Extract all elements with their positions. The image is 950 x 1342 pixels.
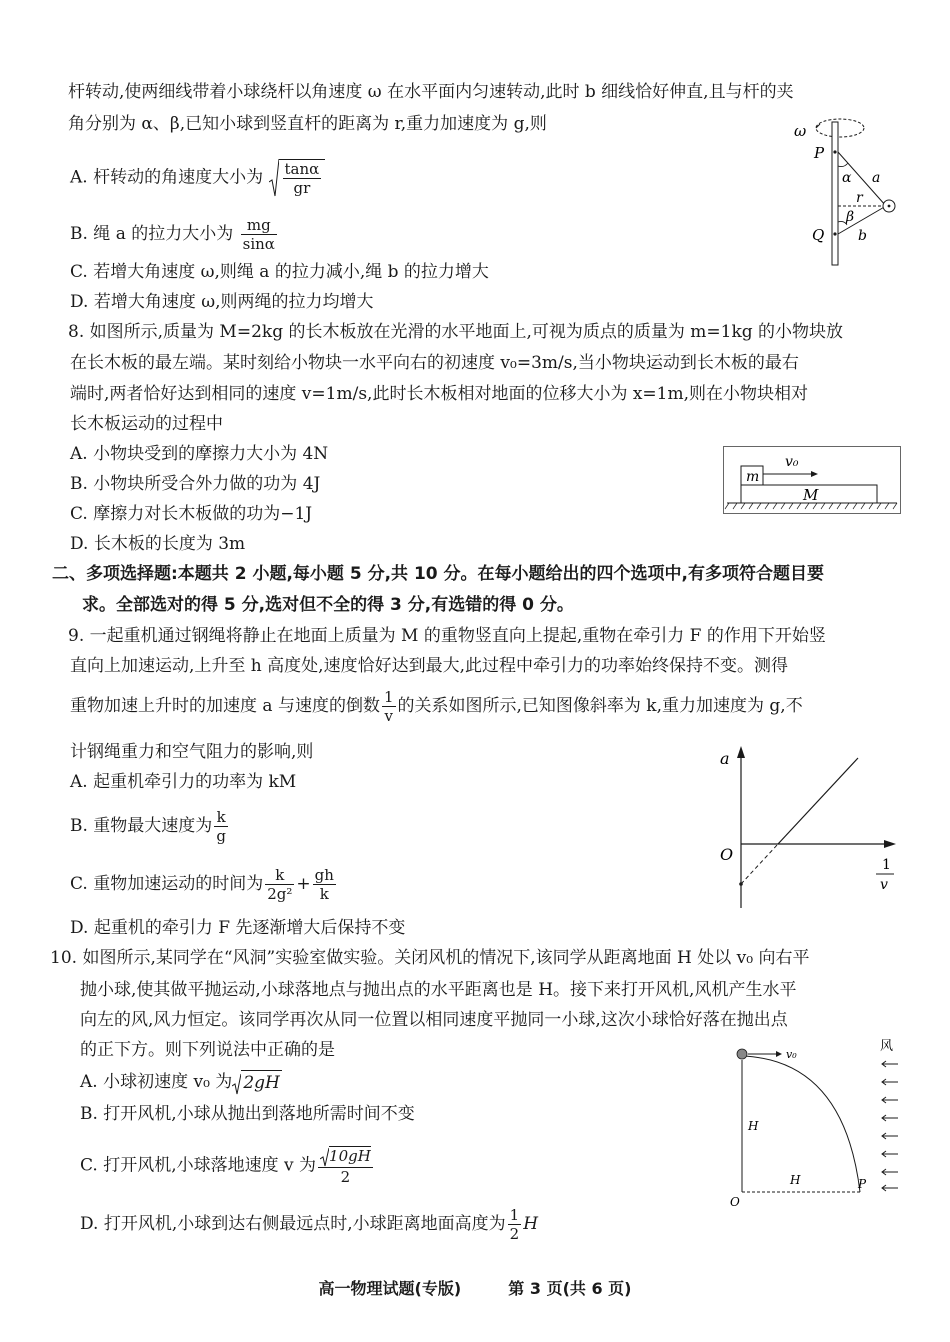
q7-option-b-num: mg	[241, 216, 277, 235]
radical-icon	[320, 1147, 329, 1167]
q7-option-b	[70, 216, 279, 253]
q9-stem-line1: 9. 一起重机通过钢绳将静止在地面上质量为 M 的重物竖直向上提起,重物在牵引力 F 的作用下开始竖	[68, 626, 826, 646]
label-omega: ω	[794, 122, 807, 140]
footer-page-number: 第 3 页(共 6 页)	[508, 1279, 632, 1298]
q10-option-d	[80, 1206, 538, 1243]
q7-option-b-den: sinα	[242, 235, 275, 253]
radical-icon	[269, 158, 279, 198]
label-origin: O	[730, 1195, 740, 1209]
q9-option-c-text: C. 重物加速运动的时间为	[70, 874, 264, 894]
q9-option-b-num: k	[214, 808, 228, 827]
q10-option-d-num: 1	[509, 1206, 520, 1224]
angle-alpha-arc	[838, 163, 848, 167]
q7-option-a-text: A. 杆转动的角速度大小为	[70, 167, 264, 188]
q7-option-a-den: gr	[293, 178, 311, 197]
label-x-den: v	[880, 877, 888, 893]
trajectory-curve	[742, 1056, 860, 1192]
label-alpha: α	[842, 170, 852, 186]
q9-option-c-num1: k	[265, 866, 294, 885]
label-q: Q	[812, 226, 825, 244]
q8-option-a: A. 小物块受到的摩擦力大小为 4N	[70, 444, 329, 464]
label-v0: v₀	[786, 1048, 797, 1061]
label-a-axis: a	[720, 749, 730, 768]
q8-stem-line1: 8. 如图所示,质量为 M=2kg 的长木板放在光滑的水平地面上,可视为质点的质量为 m=1kg 的小物块放	[68, 322, 844, 342]
radical-icon	[232, 1073, 241, 1095]
q9-option-d: D. 起重机的牵引力 F 先逐渐增大后保持不变	[70, 918, 406, 938]
label-b: b	[858, 228, 867, 244]
q9-option-c-den2: k	[319, 885, 329, 903]
q10-option-a-rad: 2gH	[243, 1073, 280, 1093]
label-origin: O	[720, 845, 734, 864]
q7-option-a-num: tanα	[284, 159, 320, 178]
q10-option-a-text: A. 小球初速度 v₀ 为	[80, 1072, 233, 1092]
q10-option-a	[80, 1070, 282, 1095]
q9-inverse-v-frac	[382, 688, 396, 725]
q7-option-d: D. 若增大角速度 ω,则两绳的拉力均增大	[70, 292, 374, 312]
q9-option-c-den1: 2g²	[267, 885, 293, 903]
q8-option-d: D. 长木板的长度为 3m	[70, 534, 246, 554]
label-p: P	[814, 144, 825, 162]
label-beta: β	[846, 209, 855, 225]
q10-stem-line1: 10. 如图所示,某同学在“风洞”实验室做实验。关闭风机的情况下,该同学从距离地面 H 处以 v₀ 向右平	[50, 948, 810, 968]
v0-arrowhead	[776, 1051, 782, 1057]
q7-option-b-frac	[241, 216, 277, 253]
section2-heading-line2: 求。全部选对的得 5 分,选对但不全的得 3 分,有选错的得 0 分。	[82, 595, 574, 615]
q10-option-c-text: C. 打开风机,小球落地速度 v 为	[80, 1155, 317, 1176]
q9-inverse-v-den: v	[384, 707, 393, 725]
q9-option-c-num2: gh	[314, 866, 334, 884]
q9-stem-line3-pre: 重物加速上升时的加速度 a 与速度的倒数	[70, 696, 380, 716]
q9-option-c-frac1	[265, 866, 294, 903]
point-q	[833, 232, 836, 235]
label-M: M	[803, 486, 819, 504]
y-axis-arrow-icon	[737, 746, 745, 758]
q10-option-c-den: 2	[340, 1168, 351, 1186]
q10-option-b: B. 打开风机,小球从抛出到落地所需时间不变	[80, 1104, 415, 1124]
label-a: a	[872, 170, 881, 186]
q10-option-c-rad: 10gH	[329, 1147, 371, 1165]
q9-option-b-frac	[214, 808, 228, 845]
q10-option-d-den: 2	[509, 1225, 520, 1243]
q8-option-c: C. 摩擦力对长木板做的功为−1J	[70, 504, 313, 524]
q9-stem-line3-post: 的关系如图所示,已知图像斜率为 k,重力加速度为 g,不	[397, 696, 803, 716]
q8-stem-line4: 长木板运动的过程中	[70, 414, 223, 434]
q8-stem-line2: 在长木板的最左端。某时刻给小物块一水平向右的初速度 v₀=3m/s,当小物块运动到长木板的最右	[70, 353, 799, 373]
q7-stem-line1: 杆转动,使两细线带着小球绕杆以角速度 ω 在水平面内匀速转动,此时 b 细线恰好伸直,且与杆的夹	[68, 82, 794, 102]
label-wind: 风	[880, 1039, 894, 1054]
q9-inverse-v-num: 1	[383, 688, 394, 706]
q10-option-c-frac	[318, 1146, 373, 1186]
q10-option-d-text: D. 打开风机,小球到达右侧最远点时,小球距离地面高度为	[80, 1214, 506, 1234]
footer-subject: 高一物理试题(专版)	[318, 1279, 462, 1298]
q10-option-a-sqrt	[232, 1070, 282, 1095]
q8-board-figure	[723, 446, 901, 514]
label-m: m	[746, 469, 760, 485]
rotation-ellipse	[816, 119, 864, 137]
q7-option-b-text: B. 绳 a 的拉力大小为	[70, 224, 234, 244]
q9-option-b	[70, 808, 230, 845]
q9-a-vs-inverse-v-graph	[716, 744, 900, 914]
q10-stem-line4: 的正下方。则下列说法中正确的是	[80, 1040, 335, 1060]
extrapolated-dashed-line	[741, 844, 778, 884]
page-footer	[0, 1276, 950, 1299]
q10-option-d-frac	[508, 1206, 522, 1243]
q9-option-a: A. 起重机牵引力的功率为 kM	[70, 772, 297, 792]
q9-stem-line2: 直向上加速运动,上升至 h 高度处,速度恰好达到最大,此过程中牵引力的功率始终保持不变。测得	[70, 656, 788, 676]
q7-rod-figure	[790, 112, 910, 270]
q7-option-a	[70, 158, 325, 198]
ball-center	[888, 205, 891, 208]
intercept-point	[739, 882, 743, 886]
q9-option-c	[70, 866, 338, 903]
ball-icon	[737, 1049, 747, 1059]
q7-option-a-sqrt	[269, 158, 326, 198]
q9-option-b-text: B. 重物最大速度为	[70, 816, 213, 836]
q10-stem-line3: 向左的风,风力恒定。该同学再次从同一位置以相同速度平抛同一小球,这次小球恰好落在抛出点	[80, 1010, 788, 1030]
section2-heading-line1: 二、多项选择题:本题共 2 小题,每小题 5 分,共 10 分。在每小题给出的四个选项中,有多项符合题目要	[52, 564, 824, 584]
x-axis-arrow-icon	[884, 840, 896, 848]
q10-wind-tunnel-figure	[724, 1034, 908, 1210]
q9-option-c-frac2	[313, 866, 336, 903]
q9-option-b-den: g	[216, 827, 226, 845]
q7-option-c: C. 若增大角速度 ω,则绳 a 的拉力减小,绳 b 的拉力增大	[70, 262, 489, 282]
q10-option-c	[80, 1146, 375, 1186]
velocity-arrowhead	[811, 471, 818, 477]
label-r: r	[856, 190, 863, 206]
label-p: P	[858, 1177, 867, 1191]
label-h-vertical: H	[748, 1119, 759, 1133]
q10-stem-line2: 抛小球,使其做平抛运动,小球落地点与抛出点的水平距离也是 H。接下来打开风机,风机产生水平	[80, 980, 797, 1000]
q8-stem-line3: 端时,两者恰好达到相同的速度 v=1m/s,此时长木板相对地面的位移大小为 x=1m,则在小物块相对	[70, 384, 809, 404]
q10-option-d-post: H	[523, 1214, 539, 1234]
q9-option-c-plus: +	[296, 874, 311, 894]
q9-stem-line4: 计钢绳重力和空气阻力的影响,则	[70, 742, 314, 762]
label-h-horizontal: H	[790, 1173, 801, 1187]
point-p	[833, 150, 836, 153]
data-line	[778, 758, 858, 844]
label-x-num: 1	[882, 857, 891, 873]
label-v0: v₀	[785, 454, 799, 470]
vertical-rod	[832, 122, 838, 265]
q8-option-b: B. 小物块所受合外力做的功为 4J	[70, 474, 321, 494]
q9-stem-line3	[70, 688, 803, 725]
wind-arrows-icon	[882, 1061, 898, 1191]
q7-stem-line2: 角分别为 α、β,已知小球到竖直杆的距离为 r,重力加速度为 g,则	[68, 114, 547, 134]
